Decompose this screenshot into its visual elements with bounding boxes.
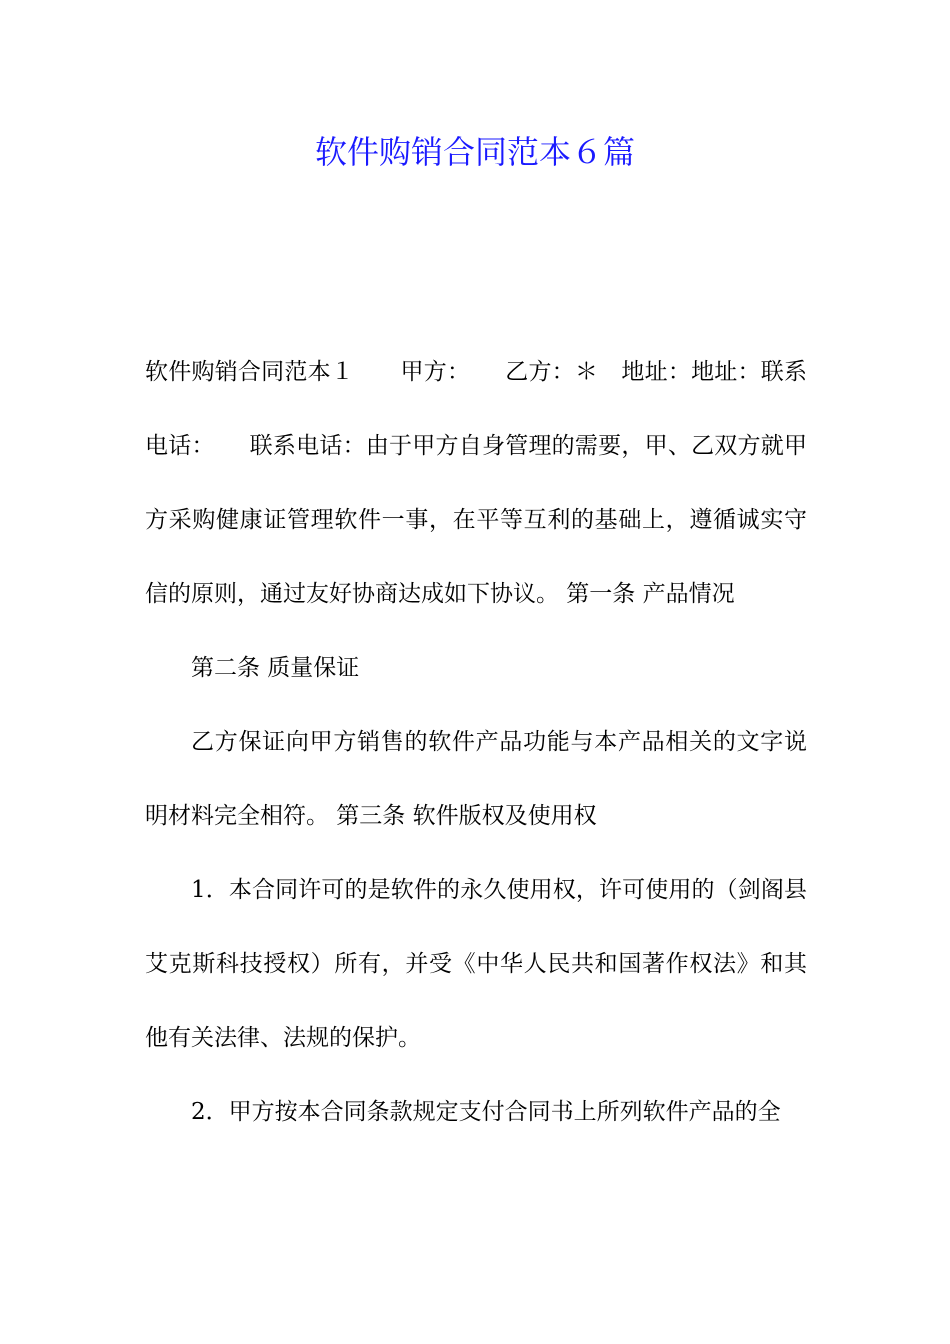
paragraph-quality-guarantee: 乙方保证向甲方销售的软件产品功能与本产品相关的文字说明材料完全相符。 第三条 软件版权及使用权: [145, 729, 807, 829]
paragraph-clause-2: 2．甲方按本合同条款规定支付合同书上所列软件产品的全: [191, 1099, 781, 1125]
document-body: [145, 335, 807, 1149]
paragraph-intro: 软件购销合同范本１ 甲方： 乙方：＊ 地址：地址：联系电话： 联系电话：由于甲方自身管理的需要，甲、乙双方就甲方采购健康证管理软件一事，在平等互利的基础上，遵循诚实守信的原则，通过友好协商达成如下协议。 第一条 产品情况: [145, 359, 807, 607]
paragraph-clause-1: 1．本合同许可的是软件的永久使用权，许可使用的（剑阁县艾克斯科技授权）所有，并受《中华人民共和国著作权法》和其他有关法律、法规的保护。: [145, 877, 807, 1051]
paragraph-article-2-heading: 第二条 质量保证: [191, 655, 360, 681]
document-title: 软件购销合同范本６篇: [314, 133, 635, 171]
